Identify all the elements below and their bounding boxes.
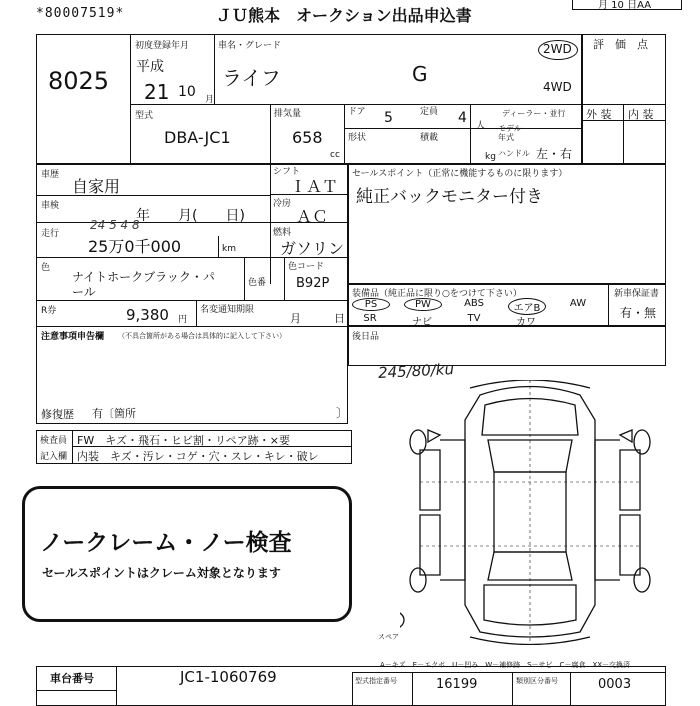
- equipment-option: ナビ: [412, 317, 432, 328]
- mileage-label: 走行: [41, 229, 60, 239]
- name-change-value: 月 日: [290, 312, 345, 325]
- name-change-label: 名変通知期限: [200, 305, 255, 315]
- capacity-value: 4: [458, 110, 467, 126]
- ac-value: ＡＣ: [296, 207, 329, 226]
- doors-value: 5: [384, 110, 393, 126]
- score-label: 評 価 点: [593, 38, 648, 51]
- recycle-unit: 円: [178, 315, 188, 325]
- car-name-label: 車名・グレード: [218, 41, 282, 51]
- equipment-option: カワ: [516, 317, 536, 328]
- drive-2wd: 2WD: [543, 42, 572, 56]
- color-code-label: 色コード: [288, 262, 325, 272]
- mileage-unit: km: [222, 244, 236, 254]
- color-value-line1: ナイトホークブラック・パ: [72, 270, 215, 284]
- capacity-label: 定員: [420, 107, 439, 117]
- equipment-option: AW: [569, 298, 587, 309]
- lot-number: 8025: [48, 67, 110, 95]
- inspection-note: 24 5 4 8: [90, 218, 140, 232]
- handle-label: ハンドル: [498, 149, 530, 158]
- sales-point-value: 純正バックモニター付き: [356, 187, 543, 207]
- inspection-label: 車検: [41, 201, 60, 211]
- declaration-label: 注意事項申告欄: [41, 332, 105, 342]
- date-fragment: 月 10 日AA: [598, 0, 652, 11]
- chassis-value: JC1-1060769: [180, 668, 277, 686]
- doors-label: ドア: [348, 107, 366, 117]
- equipment-options: [352, 296, 608, 326]
- repair-value: 有〔箇所: [92, 407, 136, 420]
- interior-label: 内 装: [628, 108, 654, 121]
- shift-label: シフト: [273, 167, 301, 177]
- recycle-value: 9,380: [126, 306, 169, 324]
- grade: G: [412, 62, 428, 86]
- declaration-sub: （不具合箇所がある場合は具体的に記入して下さい）: [118, 332, 286, 340]
- displacement-unit: cc: [330, 150, 340, 160]
- mileage-value: 25万0千000: [88, 237, 182, 256]
- history-value: 自家用: [72, 177, 121, 196]
- barcode-number: *80007519*: [36, 6, 125, 21]
- drive-4wd: 4WD: [543, 80, 572, 94]
- spare-label: スペア: [378, 633, 399, 641]
- reg-year: 21: [144, 80, 170, 104]
- inspector-row-2: 内装 キズ・汚レ・コゲ・穴・スレ・キレ・破レ: [77, 450, 319, 463]
- recycle-label: R券: [41, 306, 57, 316]
- fuel-label: 燃料: [273, 228, 292, 238]
- warranty-label: 新車保証書: [614, 289, 660, 299]
- damage-legend: A－キズ E－エクボ U－凹み W－補修跡 S－サビ C－腐食 XX－交換済: [380, 661, 631, 669]
- model-label: 型式: [135, 111, 154, 121]
- handle-value: 左・右: [536, 147, 573, 161]
- no-claim-title: ノークレーム・ノー検査: [40, 530, 292, 556]
- displacement-label: 排気量: [274, 109, 302, 119]
- color-code-value: B92P: [296, 276, 330, 291]
- model-year-label: モデル年式: [498, 124, 522, 142]
- shape-label: 形状: [348, 133, 367, 143]
- chassis-label: 車台番号: [50, 672, 94, 685]
- evaluation-block: [582, 34, 666, 164]
- car-damage-diagram: [400, 380, 660, 645]
- equipment-option: エアB: [508, 298, 546, 315]
- car-name: ライフ: [222, 66, 281, 90]
- inspector-label-1: 検査員: [40, 436, 68, 446]
- fuel-value: ガソリン: [280, 239, 345, 258]
- reg-month-unit: 月: [205, 95, 215, 105]
- equipment-label: 装備品（純正品に限り○をつけて下さい）: [352, 289, 522, 299]
- inspection-value: 年 月( 日): [136, 208, 245, 224]
- era: 平成: [136, 59, 164, 75]
- form-title: ＪＵ熊本 オークション出品申込書: [216, 6, 472, 25]
- sales-point-label: セールスポイント（正常に機能するものに限ります）: [352, 169, 568, 179]
- color-no-label: 色番: [248, 278, 267, 288]
- warranty-value: 有・無: [620, 306, 657, 320]
- shift-value: ＩＡＴ: [290, 177, 339, 196]
- equipment-option: SR: [363, 313, 377, 324]
- designation-label: 型式指定番号: [355, 677, 397, 685]
- reg-month: 10: [178, 84, 196, 100]
- equipment-option: TV: [467, 313, 481, 324]
- first-reg-label: 初度登録年月: [135, 41, 190, 51]
- no-claim-subtitle: セールスポイントはクレーム対象となります: [42, 566, 281, 580]
- category-value: 0003: [598, 677, 632, 692]
- load-unit: kg: [485, 152, 496, 162]
- exterior-label: 外 装: [586, 108, 612, 121]
- model-value: DBA-JC1: [164, 128, 231, 147]
- color-value-line2: ール: [72, 285, 96, 299]
- dealer-label: ディーラー・並行: [502, 109, 566, 118]
- lot-number-box: [36, 34, 132, 164]
- afterparts-label: 後日品: [352, 332, 380, 342]
- category-label: 類別区分番号: [516, 677, 558, 685]
- equipment-option: ABS: [464, 298, 484, 309]
- color-label: 色: [41, 263, 51, 273]
- repair-bracket-end: 〕: [336, 406, 349, 420]
- afterparts-block: [348, 326, 666, 366]
- history-label: 車歴: [41, 170, 60, 180]
- repair-label: 修復歴: [41, 408, 74, 421]
- capacity-unit: 人: [476, 121, 486, 131]
- inspector-row-1: FW キズ・飛石・ヒビ割・リペア跡・×要: [77, 434, 290, 447]
- displacement-value: 658: [292, 128, 323, 147]
- equipment-option: PW: [404, 298, 442, 311]
- designation-value: 16199: [436, 677, 478, 692]
- ac-label: 冷房: [273, 199, 292, 209]
- load-label: 積載: [420, 133, 439, 143]
- afterparts-handwritten: 245/80/ku: [377, 360, 455, 382]
- inspector-label-2: 記入欄: [40, 452, 68, 462]
- equipment-option: PS: [352, 298, 390, 311]
